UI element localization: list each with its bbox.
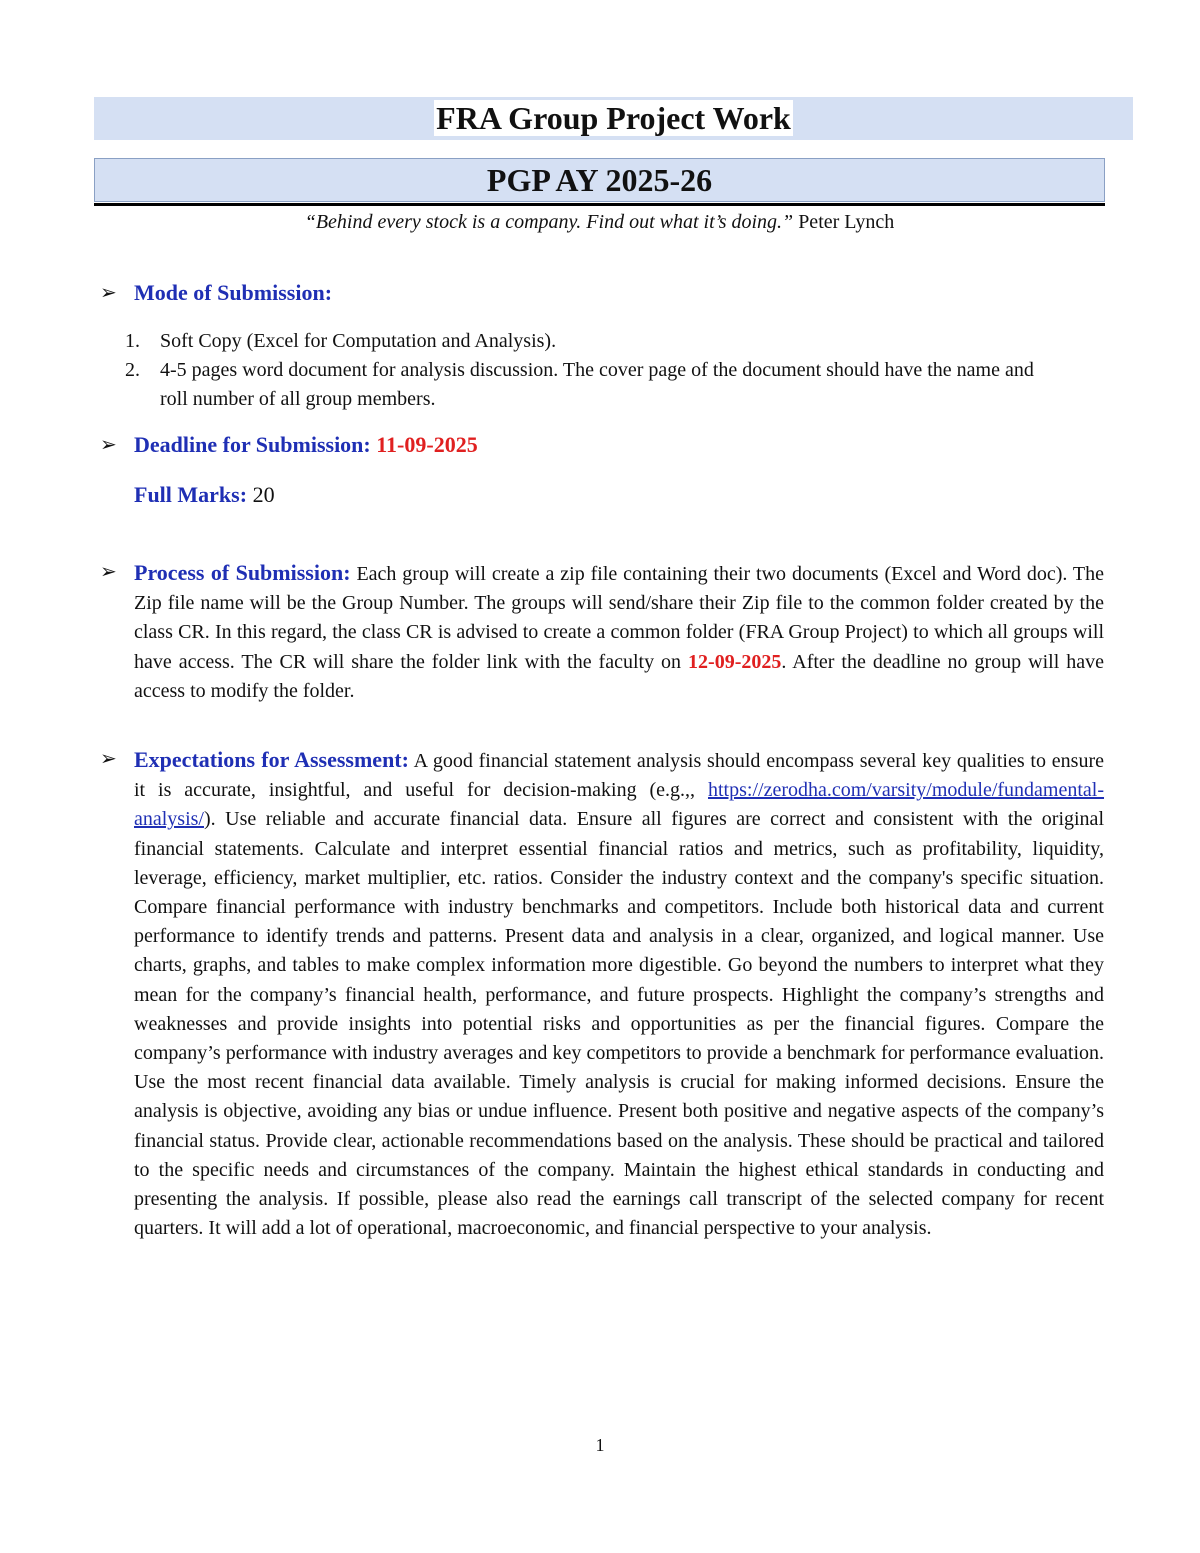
mode-list — [125, 327, 1065, 414]
document-subtitle: PGP AY 2025-26 — [486, 162, 713, 198]
marks-value: 20 — [252, 482, 275, 507]
expectations-heading: Expectations for Assessment: — [134, 747, 409, 772]
zerodha-varsity-link[interactable]: https://zerodha.com/varsity/module/fundamental-analysis/ — [134, 779, 1105, 831]
quote-author: Peter Lynch — [798, 211, 895, 233]
marks-heading: Full Marks: 20 — [134, 482, 275, 507]
list-item: 1. Soft Copy (Excel for Computation and Analysis). — [125, 330, 557, 352]
process-paragraph: Process of Submission: Each group will create a zip file containing their two documents (Excel and Word doc). The Zip file name will be the Group Number. The groups will send/share their Zip file to the common folder created by the class CR. In this regard, the class CR is advised to create a common folder (FRA Group Project) to which all groups will have access. The CR will share the folder link with the faculty on 12-09-2025. After the deadline no group will have access to modify the folder. — [134, 560, 1105, 702]
document-title: FRA Group Project Work — [436, 100, 791, 136]
expectations-paragraph: Expectations for Assessment: A good financial statement analysis should encompass several key qualities to ensure it is accurate, insightful, and useful for decision-making (e.g.,, https://zerodha.com/varsity/module/fundamental-analysis/). Use reliable and accurate financial data. Ensure all figures are correct and consistent with the original financial statements. Calculate and interpret essential financial ratios and metrics, such as profitability, liquidity, leverage, efficiency, market multiplier, etc. ratios. Consider the industry context and the company's specific situation. Compare financial performance with industry benchmarks and competitors. Include both historical data and current performance to identify trends and patterns. Present data and analysis in a clear, organized, and logical manner. Use charts, graphs, and tables to make complex information more digestible. Go beyond the numbers to interpret what they mean for the company’s financial health, performance, and future prospects. Highlight the company’s strengths and weaknesses and provide insights into potential risks and opportunities as per the financial figures. Compare the company’s performance with industry averages and key competitors to provide a benchmark for performance evaluation. Use the most recent financial data available. Timely analysis is crucial for making informed decisions. Ensure the analysis is objective, avoiding any bias or undue influence. Present both positive and negative aspects of the company’s financial status. Provide clear, actionable recommendations based on the analysis. These should be practical and tailored to the specific needs and circumstances of the company. Maintain the highest ethical standards in conducting and presenting the analysis. If possible, please also read the earnings call transcript of the selected company for recent quarters. It will add a lot of operational, macroeconomic, and financial perspective to your analysis. — [134, 747, 1105, 1240]
bullet-arrow-icon: ➢ — [100, 280, 117, 304]
page-number: 1 — [595, 1435, 605, 1455]
process-heading: Process of Submission: — [134, 560, 351, 585]
subtitle-rule — [94, 203, 1105, 206]
bullet-arrow-icon: ➢ — [100, 432, 117, 456]
bullet-arrow-icon: ➢ — [100, 559, 117, 583]
cr-share-date: 12-09-2025 — [688, 650, 782, 673]
quote-text: “Behind every stock is a company. Find out what it’s doing.” — [304, 211, 794, 233]
quote — [94, 208, 1105, 236]
list-item: 2. 4-5 pages word document for analysis discussion. The cover page of the document should have the name and roll number of all group members. — [125, 359, 1034, 410]
deadline-date: 11-09-2025 — [376, 432, 478, 457]
bullet-arrow-icon: ➢ — [100, 746, 117, 770]
deadline-heading: Deadline for Submission: 11-09-2025 — [134, 432, 478, 457]
mode-heading: Mode of Submission: — [134, 280, 333, 305]
